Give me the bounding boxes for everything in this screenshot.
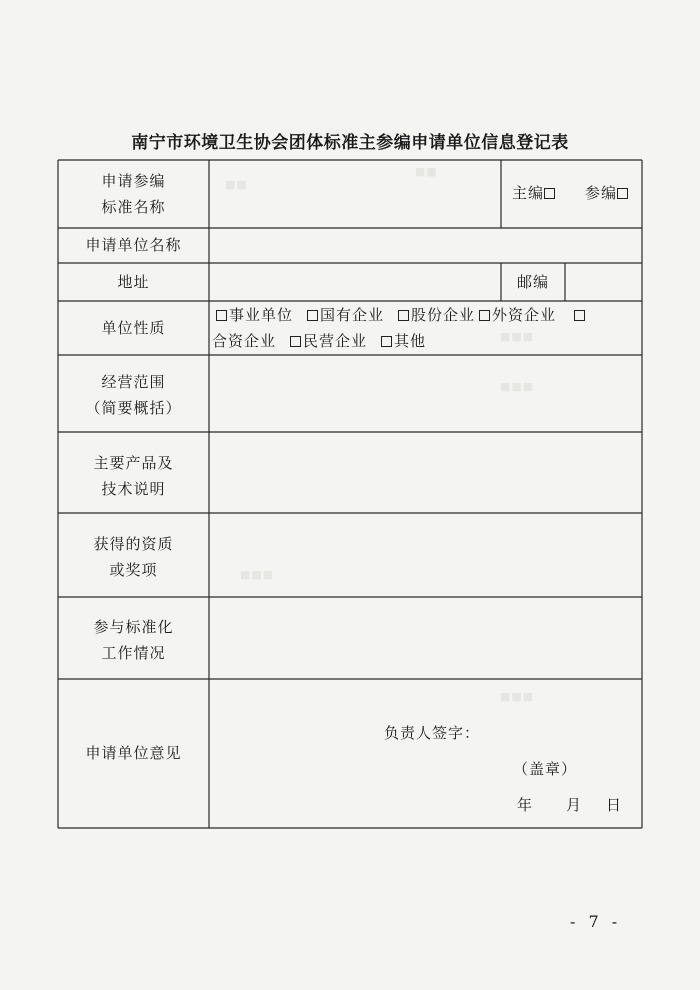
date-day: 日 [606,796,623,814]
qualifications-line2: 或奖项 [109,561,158,579]
postcode-label: 邮编 [516,273,549,291]
business-scope-line1: 经营范围 [101,373,166,391]
co-editor-checkbox[interactable] [617,188,628,199]
chief-editor-label: 主编 [512,184,545,202]
co-editor-label: 参编 [585,184,618,202]
form-title: 南宁市环境卫生协会团体标准主参编申请单位信息登记表 [131,133,569,153]
standard-name-label-line2: 标准名称 [101,198,166,216]
participation-line1: 参与标准化 [93,618,174,636]
option-joint-stock[interactable]: 股份企业 [398,306,475,324]
opinion-label: 申请单位意见 [85,744,182,762]
date-month: 月 [566,796,583,814]
bleed-through-text: ■■■ [240,568,275,581]
address-label: 地址 [117,273,150,291]
main-products-label [58,450,209,502]
bleed-through-text: ■■■ [500,690,535,703]
option-public-institution[interactable]: 事业单位 [216,306,293,324]
applicant-name-label: 申请单位名称 [85,236,182,254]
chief-editor-checkbox[interactable] [544,188,555,199]
checkbox[interactable] [290,336,301,347]
standard-name-label [58,168,209,220]
business-scope-line2: （简要概括） [85,399,182,417]
co-editor-option[interactable] [585,180,630,206]
option-foreign-owned[interactable]: 外资企业 [479,306,556,324]
main-products-line2: 技术说明 [101,480,166,498]
unit-nature-options [212,302,634,354]
option-joint-venture[interactable]: 合资企业 [212,332,277,350]
bleed-through-text: ■■ [225,178,248,191]
bleed-through-text: ■■ [415,165,438,178]
qualifications-line1: 获得的资质 [93,535,174,553]
date-year: 年 [517,796,534,814]
option-joint-venture-checkbox[interactable] [574,310,585,321]
main-products-line1: 主要产品及 [93,454,174,472]
signature-label: 负责人签字： [384,724,481,742]
checkbox[interactable] [479,310,490,321]
checkbox[interactable] [307,310,318,321]
checkbox[interactable] [381,336,392,347]
participation-label [58,614,209,666]
option-private[interactable]: 民营企业 [290,332,367,350]
standard-name-label-line1: 申请参编 [101,172,166,190]
qualifications-label [58,531,209,583]
participation-line2: 工作情况 [101,644,166,662]
option-state-owned[interactable]: 国有企业 [307,306,384,324]
bleed-through-text: ■■■ [500,330,535,343]
checkbox[interactable] [398,310,409,321]
option-other[interactable]: 其他 [381,332,426,350]
seal-label: （盖章） [513,760,578,778]
business-scope-label [58,369,209,421]
bleed-through-text: ■■■ [500,380,535,393]
page-number: - 7 - [570,912,622,931]
chief-editor-option[interactable] [512,180,557,206]
unit-nature-label: 单位性质 [101,319,166,337]
checkbox[interactable] [216,310,227,321]
